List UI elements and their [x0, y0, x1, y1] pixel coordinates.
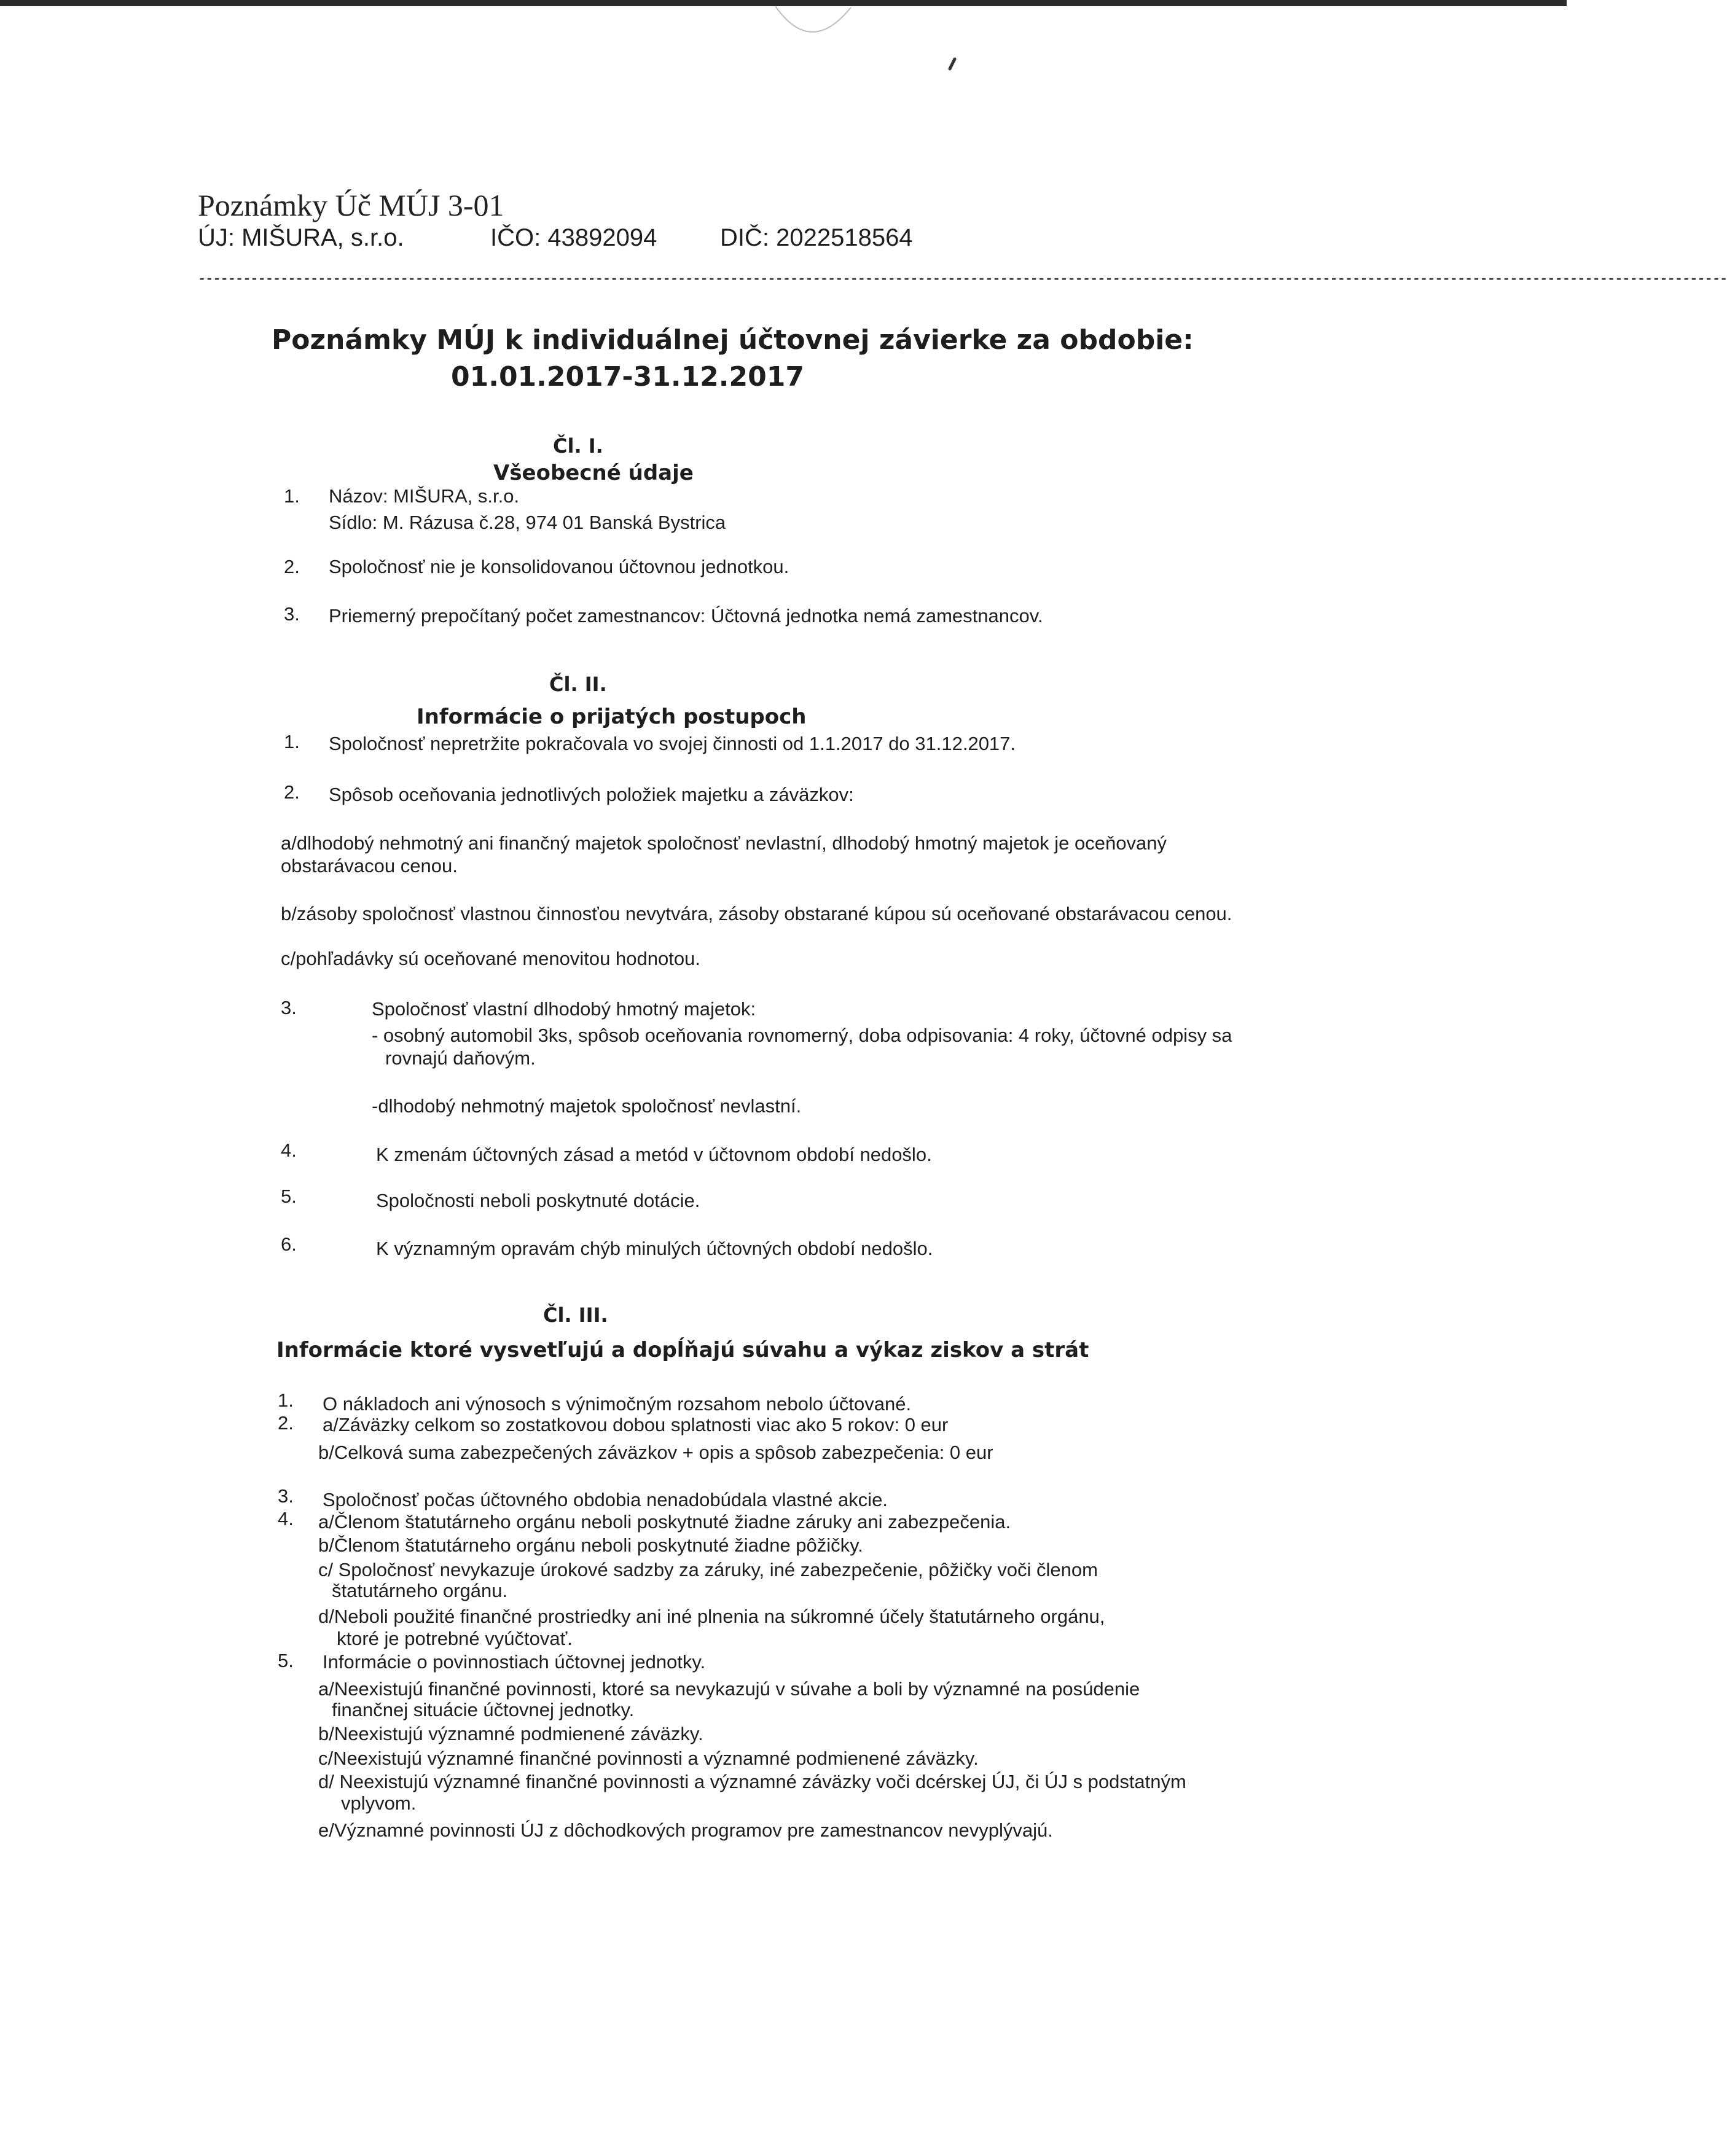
list-item-text: b/Celková suma zabezpečených záväzkov + opis a spôsob zabezpečenia: 0 eur: [318, 1442, 993, 1463]
form-title: Poznámky Úč MÚJ 3-01: [198, 188, 504, 222]
item-number: 6.: [281, 1233, 297, 1255]
list-item-text: vplyvom.: [341, 1792, 417, 1814]
list-item-text: Spôsob oceňovania jednotlivých položiek majetku a záväzkov:: [329, 784, 854, 805]
list-item-text: O nákladoch ani výnosoch s výnimočným rozsahom nebolo účtované.: [323, 1393, 912, 1415]
list-item-text: a/Záväzky celkom so zostatkovou dobou splatnosti viac ako 5 rokov: 0 eur: [323, 1414, 949, 1435]
list-item-text: d/ Neexistujú významné finančné povinnosti a významné záväzky voči dcérskej ÚJ, či ÚJ s podstatným: [318, 1771, 1186, 1792]
item-number: 3.: [278, 1485, 294, 1507]
list-item-text: Priemerný prepočítaný počet zamestnancov: Účtovná jednotka nemá zamestnancov.: [329, 605, 1043, 627]
item-number: 1.: [284, 485, 300, 507]
list-item-text: Spoločnosť počas účtovného obdobia nenadobúdala vlastné akcie.: [323, 1489, 888, 1510]
list-item-text: d/Neboli použité finančné prostriedky ani iné plnenia na súkromné účely štatutárneho orgánu,: [318, 1606, 1105, 1627]
item-number: 4.: [281, 1139, 297, 1161]
article-2-title: Informácie o prijatých postupoch: [417, 705, 807, 729]
item-number: 2.: [284, 556, 300, 577]
list-item-text: Spoločnosti neboli poskytnuté dotácie.: [376, 1190, 700, 1211]
list-item-text: e/Významné povinnosti ÚJ z dôchodkových programov pre zamestnancov nevyplývajú.: [318, 1819, 1053, 1841]
paragraph-c: c/pohľadávky sú oceňované menovitou hodnotou.: [281, 948, 700, 969]
header-separator: ------------------------------------------------------------------------------------------------------------------------------------------------------------------------------------------------------------: [198, 271, 1727, 287]
list-item-text: c/ Spoločnosť nevykazuje úrokové sadzby za záruky, iné zabezpečenie, pôžičky voči členom: [318, 1559, 1098, 1580]
item-number: 4.: [278, 1508, 294, 1529]
list-item-text: Spoločnosť nie je konsolidovanou účtovnou jednotkou.: [329, 556, 789, 577]
list-item-text: K zmenám účtovných zásad a metód v účtovnom období nedošlo.: [376, 1144, 932, 1165]
company-name-line: Názov: MIŠURA, s.r.o.: [329, 485, 520, 507]
document-title: Poznámky MÚJ k individuálnej účtovnej závierke za obdobie:: [272, 324, 1194, 356]
company-seat-line: Sídlo: M. Rázusa č.28, 974 01 Banská Bystrica: [329, 512, 726, 533]
list-item-text: a/Členom štatutárneho orgánu neboli poskytnuté žiadne záruky ani zabezpečenia.: [318, 1511, 1011, 1533]
item-number: 1.: [278, 1389, 294, 1411]
paragraph-b: b/zásoby spoločnosť vlastnou činnosťou nevytvára, zásoby obstarané kúpou sú oceňované obstarávacou cenou.: [281, 903, 1232, 924]
article-2-number: Čl. II.: [549, 673, 607, 696]
item-number: 3.: [284, 603, 300, 625]
list-item-text: finančnej situácie účtovnej jednotky.: [332, 1699, 635, 1721]
list-item-text: rovnajú daňovým.: [385, 1047, 536, 1069]
list-item-text: Spoločnosť vlastní dlhodobý hmotný majetok:: [372, 998, 756, 1020]
list-item-text: K významným opravám chýb minulých účtovných období nedošlo.: [376, 1238, 933, 1259]
article-1-title: Všeobecné údaje: [493, 461, 694, 485]
item-number: 2.: [278, 1412, 294, 1434]
list-item-text: b/Členom štatutárneho orgánu neboli poskytnuté žiadne pôžičky.: [318, 1534, 863, 1556]
list-item-text: a/Neexistujú finančné povinnosti, ktoré sa nevykazujú v súvahe a boli by významné na posúdenie: [318, 1678, 1140, 1700]
dic: DIČ: 2022518564: [720, 224, 913, 251]
uj-name: ÚJ: MIŠURA, s.r.o.: [198, 224, 404, 251]
paragraph-a-line: obstarávacou cenou.: [281, 855, 458, 877]
list-item-text: štatutárneho orgánu.: [332, 1580, 508, 1601]
item-number: 2.: [284, 781, 300, 803]
item-number: 5.: [281, 1185, 297, 1207]
scan-arc-mark: [774, 5, 854, 36]
item-number: 3.: [281, 997, 297, 1018]
paragraph-a-line: a/dlhodobý nehmotný ani finančný majetok spoločnosť nevlastní, dlhodobý hmotný majetok je oceňovaný: [281, 832, 1167, 854]
document-period: 01.01.2017-31.12.2017: [451, 361, 804, 393]
list-item-text: Spoločnosť nepretržite pokračovala vo svojej činnosti od 1.1.2017 do 31.12.2017.: [329, 733, 1016, 754]
article-3-title: Informácie ktoré vysvetľujú a dopĺňajú súvahu a výkaz ziskov a strát: [276, 1338, 1089, 1362]
scan-speck-mark: [946, 57, 958, 71]
list-item-text: b/Neexistujú významné podmienené záväzky.: [318, 1723, 703, 1744]
list-item-text: - osobný automobil 3ks, spôsob oceňovania rovnomerný, doba odpisovania: 4 roky, účtovné odpisy sa: [372, 1025, 1232, 1046]
list-item-text: ktoré je potrebné vyúčtovať.: [337, 1628, 573, 1649]
item-number: 1.: [284, 731, 300, 752]
article-1-number: Čl. I.: [553, 434, 603, 458]
list-item-text: Informácie o povinnostiach účtovnej jednotky.: [323, 1651, 706, 1673]
list-item-text: -dlhodobý nehmotný majetok spoločnosť nevlastní.: [372, 1095, 802, 1117]
ico: IČO: 43892094: [490, 224, 657, 251]
list-item-text: c/Neexistujú významné finančné povinnosti a významné podmienené záväzky.: [318, 1748, 979, 1769]
item-number: 5.: [278, 1650, 294, 1671]
article-3-number: Čl. III.: [543, 1303, 608, 1327]
